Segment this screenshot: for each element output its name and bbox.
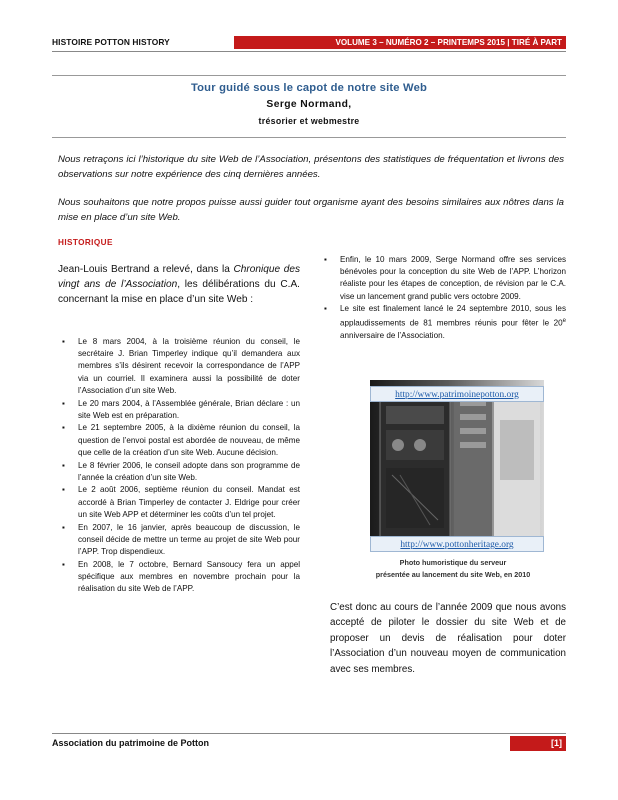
lead-source-title: Chronique des vingt ans de l’Association (58, 264, 300, 290)
closing-paragraph: C’est donc au cours de l’année 2009 que nous avons accepté de piloter le dossier du site Web et de proposer un devis de réalisation pour doter l’Association d’un nouveau moyen de communication avec ses membres. (330, 602, 566, 675)
running-footer (52, 736, 566, 751)
list-item: ▪ Le site est finalement lancé le 24 septembre 2010, sous les applaudissements de 81 membres réunis pour fêter le 20e anniversaire de l’Association. (340, 303, 566, 342)
intro-paragraph-2: Nous souhaitons que notre propos puisse aussi guider tout organisme ayant des besoins similaires aux nôtres dans la mise en place d’un site Web. (58, 197, 564, 223)
title-bottom-rule (52, 137, 566, 138)
publisher-name: Association du patrimoine de Potton (52, 738, 210, 748)
server-photo (370, 380, 544, 550)
article-title: Tour guidé sous le capot de notre site Web (190, 82, 428, 94)
url-link-english[interactable]: http://www.pottonheritage.org (370, 536, 544, 552)
lead-paragraph (58, 262, 300, 307)
list-item: ▪ Enfin, le 10 mars 2009, Serge Normand offre ses services bénévoles pour la conception du site Web de l’APP. L’horizon réaliste pour les étapes de conception, de révision par le C.A. vise un lancement grand public vers octobre 2009. (340, 254, 566, 303)
list-item: ▪ Le 21 septembre 2005, à la dixième réunion du conseil, la question de l’envoi postal est abordée de nouveau, de même que celle de la création d’un site Web. Aucune décision. (78, 422, 300, 459)
list-item: ▪ En 2008, le 7 octobre, Bernard Sansoucy fera un appel spécifique aux membres en novembre prochain pour la réalisation du site Web de l’APP. (78, 559, 300, 596)
page-number: [1] (510, 736, 566, 751)
issue-banner: VOLUME 3 – NUMÉRO 2 – PRINTEMPS 2015 | TIRÉ À PART (234, 36, 566, 49)
title-top-rule (52, 75, 566, 76)
lead-text-b: , les délibérations du C.A. concernant la mise en place d’un site Web : (58, 279, 300, 305)
article-author: Serge Normand, (266, 99, 352, 110)
list-item: ▪ En 2007, le 16 janvier, après beaucoup de discussion, le conseil décide de mettre un terme au projet de site Web pour l’APP. Trop dispendieux. (78, 522, 300, 559)
intro-paragraph-1: Nous retraçons ici l’historique du site Web de l’Association, présentons des statistiques de fréquentation et livrons des observations sur notre expérience des cinq dernières années. (58, 154, 564, 180)
photo-caption-line-2: présentée au lancement du site Web, en 2010 (375, 570, 531, 579)
section-heading: HISTORIQUE (58, 238, 113, 247)
url-link-french[interactable]: http://www.patrimoinepotton.org (370, 386, 544, 402)
list-item: ▪ Le 2 août 2006, septième réunion du conseil. Mandat est accordé à Brian Timperley de contacter J. Eldrige pour créer un site Web APP et déterminer les coûts d’un tel projet. (78, 484, 300, 521)
footer-rule (52, 733, 566, 734)
journal-title: HISTOIRE POTTON HISTORY (52, 37, 170, 47)
server-photo-illustration (370, 380, 544, 550)
timeline-list-right (340, 254, 566, 342)
running-header (52, 36, 566, 49)
header-rule (52, 51, 566, 52)
author-role: trésorier et webmestre (258, 116, 360, 126)
timeline-list-left (78, 336, 300, 596)
photo-caption-line-1: Photo humoristique du serveur (399, 558, 507, 567)
list-item: ▪ Le 20 mars 2004, à l’Assemblée générale, Brian déclare : un site Web est en préparation. (78, 398, 300, 422)
list-item: ▪ Le 8 février 2006, le conseil adopte dans son programme de l’année la création d’un site Web. (78, 460, 300, 484)
lead-text-a: Jean-Louis Bertrand a relevé, dans la (58, 264, 234, 275)
list-item: ▪ Le 8 mars 2004, à la troisième réunion du conseil, le secrétaire J. Brian Timperley indique qu’il demandera aux membres s’ils désirent recevoir la correspondance de l’APP via un courriel. Il examinera aussi la possibilité de doter l’Association d’un site Web. (78, 336, 300, 397)
